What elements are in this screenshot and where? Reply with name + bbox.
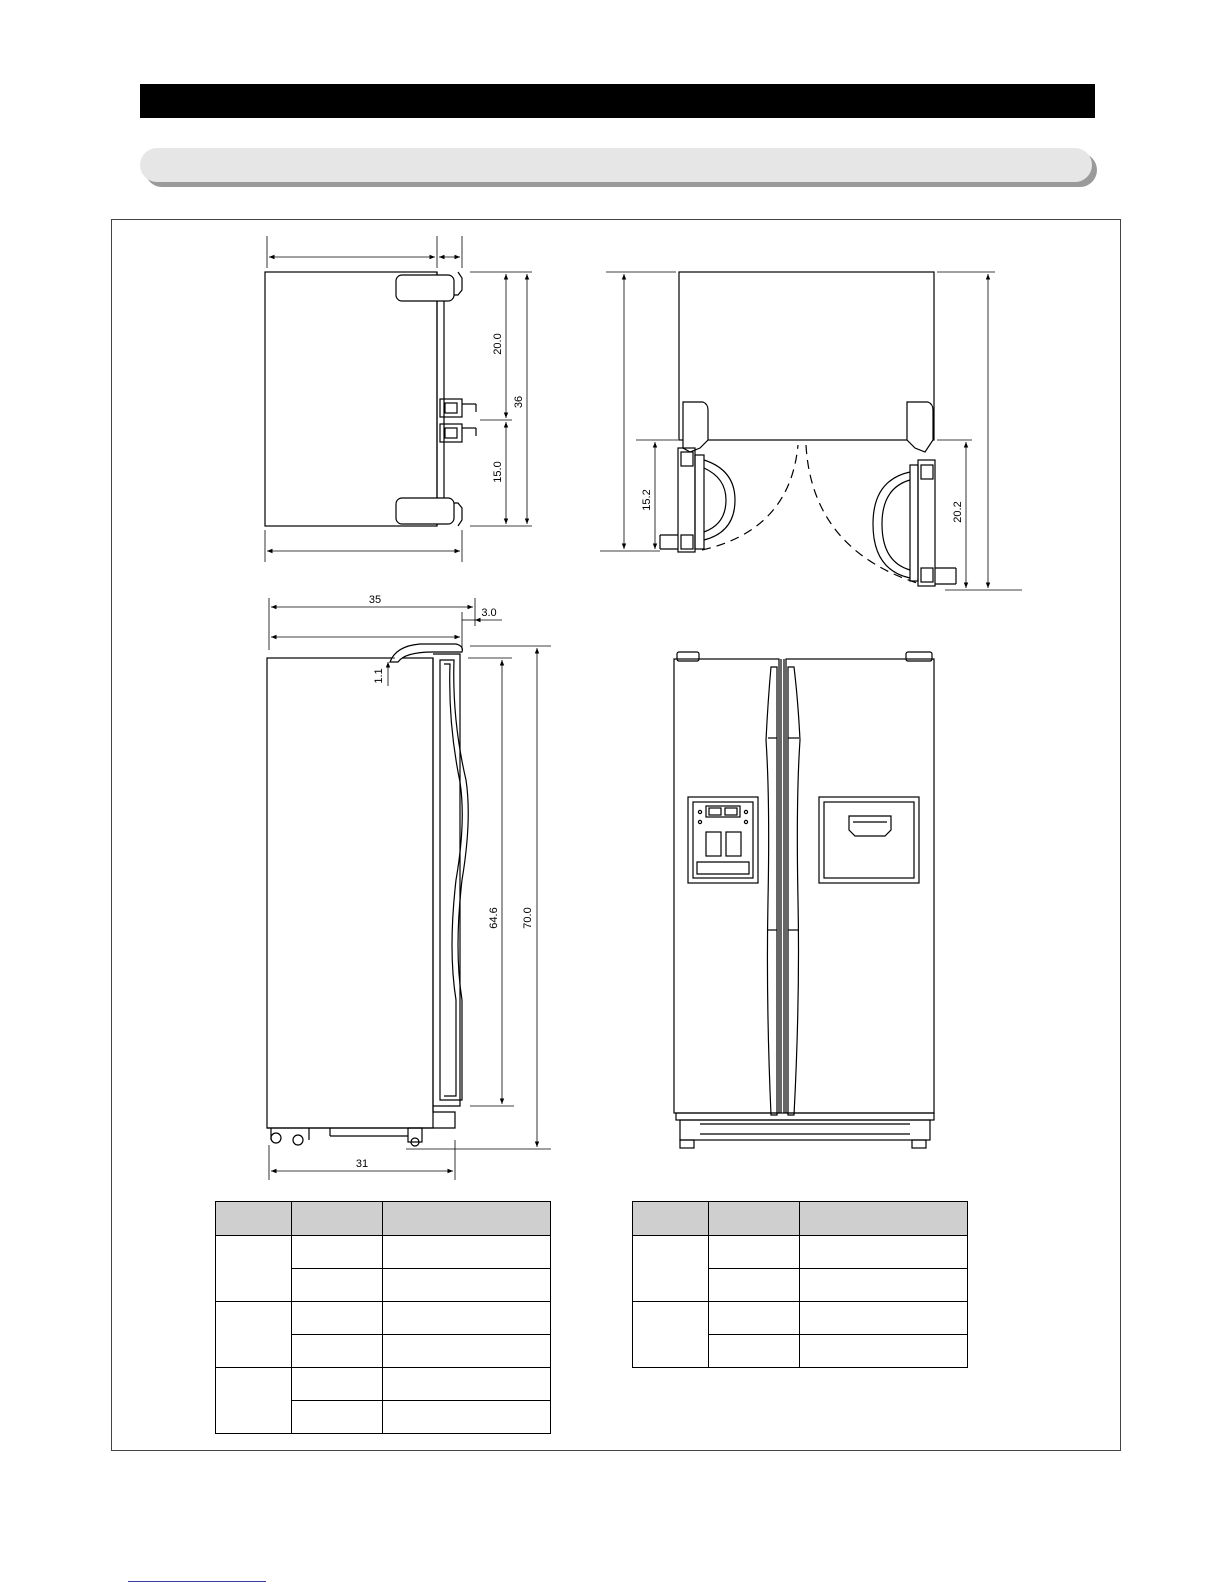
- table-cell: [383, 1269, 551, 1302]
- group-cell: [216, 1368, 292, 1434]
- table-cell: [708, 1269, 800, 1302]
- spec-table-left: [215, 1201, 551, 1434]
- header-cell: [800, 1202, 968, 1236]
- table-cell: [291, 1236, 383, 1269]
- table-cell: [383, 1335, 551, 1368]
- dim-handle: 3.0: [481, 607, 497, 619]
- header-cell: [291, 1202, 383, 1236]
- table-cell: [291, 1368, 383, 1401]
- group-cell: [216, 1302, 292, 1368]
- table-cell: [708, 1236, 800, 1269]
- group-cell: [633, 1302, 709, 1368]
- header-cell: [216, 1202, 292, 1236]
- table-row: [216, 1368, 551, 1401]
- table-cell: [383, 1236, 551, 1269]
- table-header-row: [633, 1202, 968, 1236]
- door-swing-view: [600, 272, 1022, 590]
- table-cell: [708, 1302, 800, 1335]
- table-cell: [291, 1269, 383, 1302]
- table-cell: [800, 1335, 968, 1368]
- table-header-row: [216, 1202, 551, 1236]
- table-cell: [291, 1401, 383, 1434]
- header-cell: [633, 1202, 709, 1236]
- table-cell: [708, 1335, 800, 1368]
- table-row: [216, 1302, 551, 1335]
- table-cell: [800, 1236, 968, 1269]
- table-cell: [800, 1302, 968, 1335]
- table-cell: [291, 1335, 383, 1368]
- dim-rear-depth: 15.0: [492, 461, 504, 483]
- header-cell: [708, 1202, 800, 1236]
- footer-link-underline[interactable]: [128, 1581, 266, 1582]
- dim-left-clearance: 15.2: [641, 489, 653, 511]
- table-row: [633, 1236, 968, 1269]
- table-row: [216, 1236, 551, 1269]
- dim-total-height: 70.0: [522, 907, 534, 929]
- header-cell: [383, 1202, 551, 1236]
- dim-right-clearance: 20.2: [952, 501, 964, 523]
- table-row: [633, 1302, 968, 1335]
- dim-base-depth: 31: [355, 1158, 369, 1170]
- group-cell: [216, 1236, 292, 1302]
- table-cell: [383, 1401, 551, 1434]
- front-view: [674, 652, 934, 1148]
- dim-total-depth: 36: [513, 395, 525, 409]
- side-view: [267, 598, 551, 1180]
- table-cell: [383, 1302, 551, 1335]
- dim-hinge: 1.1: [373, 668, 385, 684]
- top-view: [265, 236, 532, 562]
- group-cell: [633, 1236, 709, 1302]
- spec-table-right: [632, 1201, 968, 1368]
- dim-depth: 35: [368, 594, 382, 606]
- table-cell: [800, 1269, 968, 1302]
- table-cell: [291, 1302, 383, 1335]
- table-cell: [383, 1368, 551, 1401]
- dim-door-height: 64.6: [488, 907, 500, 929]
- dim-front-depth: 20.0: [492, 333, 504, 355]
